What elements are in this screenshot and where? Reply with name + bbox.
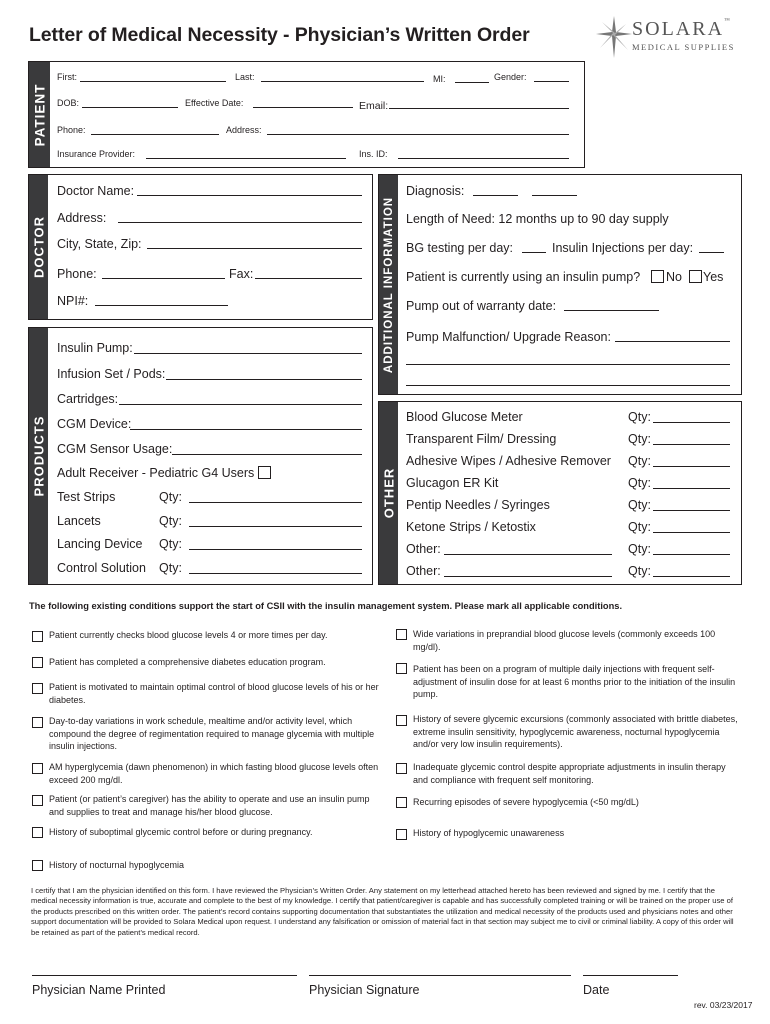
patient-address-field[interactable] xyxy=(267,134,569,135)
other-qty-label: Qty: xyxy=(628,564,651,578)
other-qty-field[interactable] xyxy=(653,444,730,445)
physician-signature-label: Physician Signature xyxy=(309,983,420,997)
phone-label: Phone: xyxy=(57,125,86,135)
lancets-qty-label: Qty: xyxy=(159,514,182,528)
condition-checkbox[interactable] xyxy=(396,715,407,726)
doctor-phone-field[interactable] xyxy=(102,278,225,279)
products-tab: PRODUCTS xyxy=(29,328,48,584)
city-state-zip-label: City, State, Zip: xyxy=(57,237,142,251)
mi-field[interactable] xyxy=(455,82,489,83)
doctor-name-label: Doctor Name: xyxy=(57,184,135,198)
length-of-need-text: Length of Need: 12 months up to 90 day supply xyxy=(406,212,669,226)
insurance-provider-label: Insurance Provider: xyxy=(57,149,136,159)
doctor-address-field[interactable] xyxy=(118,222,362,223)
cgm-device-field[interactable] xyxy=(130,429,362,430)
other-qty-field[interactable] xyxy=(653,576,730,577)
physician-name-field[interactable] xyxy=(32,975,297,976)
patient-tab: PATIENT xyxy=(29,62,50,167)
test-strips-label: Test Strips xyxy=(57,490,116,504)
email-field[interactable] xyxy=(389,108,569,109)
other-qty-label: Qty: xyxy=(628,432,651,446)
pump-no-checkbox[interactable] xyxy=(651,270,664,283)
npi-field[interactable] xyxy=(95,305,228,306)
gender-label: Gender: xyxy=(494,72,527,82)
solara-logo xyxy=(594,14,744,64)
condition-checkbox[interactable] xyxy=(32,631,43,642)
other-item: Ketone Strips / Ketostix xyxy=(406,520,536,534)
condition-checkbox[interactable] xyxy=(32,827,43,838)
condition-checkbox[interactable] xyxy=(396,663,407,674)
other-qty-label: Qty: xyxy=(628,454,651,468)
bg-testing-field[interactable] xyxy=(522,252,546,253)
products-section xyxy=(28,327,373,585)
other-item-field[interactable] xyxy=(444,554,612,555)
physician-name-label: Physician Name Printed xyxy=(32,983,166,997)
other-item: Pentip Needles / Syringes xyxy=(406,498,550,512)
test-strips-qty-label: Qty: xyxy=(159,490,182,504)
other-qty-label: Qty: xyxy=(628,542,651,556)
condition-text: Day-to-day variations in work schedule, mealtime and/or activity level, which compound the degree of regimentation required to manage glycemia with multiple insulin injections. xyxy=(49,716,375,751)
other-qty-label: Qty: xyxy=(628,520,651,534)
condition-text: Patient currently checks blood glucose levels 4 or more times per day. xyxy=(49,630,328,640)
ins-id-field[interactable] xyxy=(398,158,569,159)
condition-checkbox[interactable] xyxy=(396,763,407,774)
condition-checkbox[interactable] xyxy=(396,629,407,640)
other-qty-field[interactable] xyxy=(653,510,730,511)
other-item: Glucagon ER Kit xyxy=(406,476,499,490)
city-state-zip-field[interactable] xyxy=(147,248,362,249)
cgm-sensor-field[interactable] xyxy=(172,454,362,455)
first-name-field[interactable] xyxy=(80,81,226,82)
logo-wordmark: SOLARA™ xyxy=(632,18,732,40)
lancets-qty-field[interactable] xyxy=(189,526,362,527)
malfunction-field-1[interactable] xyxy=(615,341,730,342)
pump-yes-checkbox[interactable] xyxy=(689,270,702,283)
warranty-field[interactable] xyxy=(564,310,659,311)
malfunction-field-3[interactable] xyxy=(406,385,730,386)
other-item: Other: xyxy=(406,542,441,556)
lancing-device-label: Lancing Device xyxy=(57,537,143,551)
doctor-address-label: Address: xyxy=(57,211,107,225)
condition-text: History of nocturnal hypoglycemia xyxy=(49,860,185,870)
adult-receiver-checkbox[interactable] xyxy=(258,466,271,479)
control-solution-qty-field[interactable] xyxy=(189,573,362,574)
condition-checkbox[interactable] xyxy=(32,657,43,668)
certification-text: I certify that I am the physician identified on this form. I have reviewed the Physician’s Written Order. Any statement on my letterhead attached hereto has been reviewed and signed by me. I certify that the medical necessity information is true, accurate and complete to the best of my knowledge. I certify that patient/caregiver is capable and has successfully completed training or will be trained on the proper use of the products prescribed on this written order. The patient’s record contains supporting documentation that substantiates the utilization and medical necessity of the products used and physicians notes and other support documentation will be provided to Solara Medical upon request. I understand any falsification or omission of material fact in that section may subject me to civil or criminal liability. A copy of this order will be retained as part of the patient’s medical record. xyxy=(31,886,734,937)
other-item: Other: xyxy=(406,564,441,578)
test-strips-qty-field[interactable] xyxy=(189,502,362,503)
doctor-name-field[interactable] xyxy=(137,195,362,196)
condition-text: Recurring episodes of severe hypoglycemia (<50 mg/dL) xyxy=(413,797,639,807)
insulin-pump-field[interactable] xyxy=(134,353,362,354)
doctor-section xyxy=(28,174,373,320)
logo-subtitle: MEDICAL SUPPLIES xyxy=(632,42,735,52)
address-label: Address: xyxy=(226,125,262,135)
malfunction-field-2[interactable] xyxy=(406,364,730,365)
other-qty-field[interactable] xyxy=(653,466,730,467)
other-qty-field[interactable] xyxy=(653,554,730,555)
condition-text: History of hypoglycemic unawareness xyxy=(413,828,565,838)
other-section xyxy=(378,401,742,585)
other-qty-field[interactable] xyxy=(653,532,730,533)
condition-checkbox[interactable] xyxy=(32,795,43,806)
dob-field[interactable] xyxy=(82,107,178,108)
condition-text: Patient has been on a program of multiple daily injections with frequent self-adjustment of insulin dose for at least 6 months prior to the initiation of the insulin pump. xyxy=(413,664,736,699)
last-name-field[interactable] xyxy=(261,81,424,82)
insurance-provider-field[interactable] xyxy=(146,158,346,159)
physician-signature-field[interactable] xyxy=(309,975,571,976)
fax-label: Fax: xyxy=(229,267,254,281)
warranty-label: Pump out of warranty date: xyxy=(406,299,557,313)
diagnosis-field-1[interactable] xyxy=(473,195,518,196)
pump-no-label: No xyxy=(666,270,682,284)
conditions-heading: The following existing conditions support the start of CSII with the insulin management system. Please mark all applicable conditions. xyxy=(29,601,623,611)
lancing-device-qty-label: Qty: xyxy=(159,537,182,551)
control-solution-label: Control Solution xyxy=(57,561,146,575)
other-item-field[interactable] xyxy=(444,576,612,577)
date-label: Date xyxy=(583,983,610,997)
gender-field[interactable] xyxy=(534,81,569,82)
other-qty-field[interactable] xyxy=(653,422,730,423)
condition-text: Patient has completed a comprehensive diabetes education program. xyxy=(49,657,326,667)
condition-text: Inadequate glycemic control despite appropriate adjustments in insulin therapy and compliance with frequent self monitoring. xyxy=(413,762,726,785)
other-qty-label: Qty: xyxy=(628,410,651,424)
condition-checkbox[interactable] xyxy=(396,797,407,808)
cgm-sensor-label: CGM Sensor Usage: xyxy=(57,442,173,456)
revision-text: rev. 03/23/2017 xyxy=(694,1000,753,1010)
page-title: Letter of Medical Necessity - Physician’s Written Order xyxy=(29,24,530,46)
condition-text: Patient (or patient’s caregiver) has the ability to operate and use an insulin pump and supplies to treat and manage his/her blood glucose. xyxy=(49,794,370,817)
doctor-tab: DOCTOR xyxy=(29,175,48,319)
fax-field[interactable] xyxy=(255,278,362,279)
condition-text: Wide variations in preprandial blood glucose levels (commonly exceeds 100 mg/dl). xyxy=(413,629,716,652)
ins-id-label: Ins. ID: xyxy=(359,149,388,159)
adult-receiver-label: Adult Receiver - Pediatric G4 Users xyxy=(57,466,255,480)
additional-info-tab: ADDITIONAL INFORMATION xyxy=(379,175,398,394)
other-qty-label: Qty: xyxy=(628,476,651,490)
condition-text: Patient is motivated to maintain optimal control of blood glucose levels of his or her diabetes. xyxy=(49,682,379,705)
diagnosis-field-2[interactable] xyxy=(532,195,577,196)
insulin-injections-label: Insulin Injections per day: xyxy=(552,241,694,255)
infusion-set-label: Infusion Set / Pods: xyxy=(57,367,166,381)
bg-testing-label: BG testing per day: xyxy=(406,241,514,255)
infusion-set-field[interactable] xyxy=(166,379,362,380)
condition-text: History of severe glycemic excursions (commonly associated with brittle diabetes, extreme insulin sensitivity, hypoglycemic awareness, nocturnal hypoglycemia and/or very low insulin requirements). xyxy=(413,714,738,749)
other-qty-field[interactable] xyxy=(653,488,730,489)
control-solution-qty-label: Qty: xyxy=(159,561,182,575)
condition-checkbox[interactable] xyxy=(32,763,43,774)
npi-label: NPI#: xyxy=(57,294,89,308)
mi-label: MI: xyxy=(433,74,446,84)
cgm-device-label: CGM Device: xyxy=(57,417,132,431)
first-name-label: First: xyxy=(57,72,77,82)
email-label: Email: xyxy=(359,100,389,112)
patient-phone-field[interactable] xyxy=(91,134,219,135)
pump-question-label: Patient is currently using an insulin pump? xyxy=(406,270,641,284)
condition-text: AM hyperglycemia (dawn phenomenon) in which fasting blood glucose levels often exceed 200 mg/dl. xyxy=(49,762,379,785)
lancing-device-qty-field[interactable] xyxy=(189,549,362,550)
other-item: Adhesive Wipes / Adhesive Remover xyxy=(406,454,611,468)
cartridges-label: Cartridges: xyxy=(57,392,119,406)
condition-checkbox[interactable] xyxy=(32,717,43,728)
malfunction-label: Pump Malfunction/ Upgrade Reason: xyxy=(406,330,611,344)
condition-checkbox[interactable] xyxy=(32,860,43,871)
starburst-icon xyxy=(594,14,634,60)
doctor-phone-label: Phone: xyxy=(57,267,97,281)
diagnosis-label: Diagnosis: xyxy=(406,184,465,198)
condition-checkbox[interactable] xyxy=(396,829,407,840)
cartridges-field[interactable] xyxy=(119,404,362,405)
effective-date-field[interactable] xyxy=(253,107,353,108)
other-qty-label: Qty: xyxy=(628,498,651,512)
dob-label: DOB: xyxy=(57,98,80,108)
additional-info-section xyxy=(378,174,742,395)
other-item: Blood Glucose Meter xyxy=(406,410,523,424)
date-field[interactable] xyxy=(583,975,678,976)
condition-checkbox[interactable] xyxy=(32,683,43,694)
effective-date-label: Effective Date: xyxy=(185,98,244,108)
other-tab: OTHER xyxy=(379,402,398,584)
insulin-injections-field[interactable] xyxy=(699,252,724,253)
condition-text: History of suboptimal glycemic control before or during pregnancy. xyxy=(49,827,313,837)
insulin-pump-label: Insulin Pump: xyxy=(57,341,133,355)
pump-yes-label: Yes xyxy=(703,270,724,284)
lancets-label: Lancets xyxy=(57,514,101,528)
patient-section xyxy=(28,61,585,168)
last-name-label: Last: xyxy=(235,72,255,82)
other-item: Transparent Film/ Dressing xyxy=(406,432,557,446)
